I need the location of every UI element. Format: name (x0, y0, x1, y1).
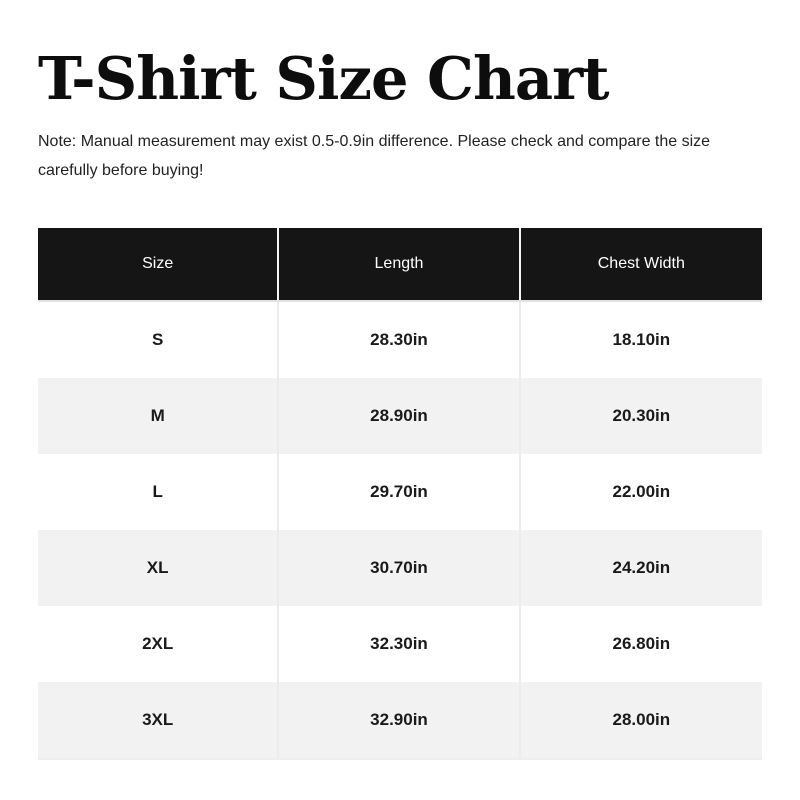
chest-width-cell: 24.20in (612, 558, 671, 577)
size-cell: S (38, 302, 279, 378)
table-header-row (38, 228, 762, 302)
header-cell-size: Size (38, 228, 279, 300)
size-cell: 2XL (38, 606, 279, 682)
table-row (38, 682, 762, 758)
length-cell: 28.30in (279, 302, 520, 378)
size-cell: L (38, 454, 279, 530)
length-cell: 32.30in (279, 606, 520, 682)
size-chart-table (38, 228, 762, 760)
length-cell: 30.70in (279, 530, 520, 606)
table-body (38, 302, 762, 758)
length-cell: 29.70in (279, 454, 520, 530)
size-cell: M (38, 378, 279, 454)
table-row (38, 302, 762, 378)
length-cell: 32.90in (279, 682, 520, 758)
chest-width-cell: 22.00in (612, 482, 671, 501)
table-row (38, 454, 762, 530)
table-row (38, 378, 762, 454)
chest-width-cell: 18.10in (612, 330, 671, 349)
length-cell: 28.90in (279, 378, 520, 454)
chest-width-cell: 20.30in (612, 406, 671, 425)
chest-width-cell: 26.80in (612, 634, 671, 653)
table-row (38, 530, 762, 606)
page-title: T-Shirt Size Chart (38, 44, 609, 113)
note (38, 127, 762, 185)
header-cell-length: Length (279, 228, 520, 300)
chest-width-cell: 28.00in (612, 710, 671, 729)
note-line-2: carefully before buying! (38, 162, 204, 179)
header-cell-chest-width: Chest Width (521, 228, 762, 300)
note-line-1: Note: Manual measurement may exist 0.5-0.9in difference. Please check and compare the size (38, 133, 711, 150)
size-cell: XL (38, 530, 279, 606)
table-row (38, 606, 762, 682)
size-cell: 3XL (38, 682, 279, 758)
